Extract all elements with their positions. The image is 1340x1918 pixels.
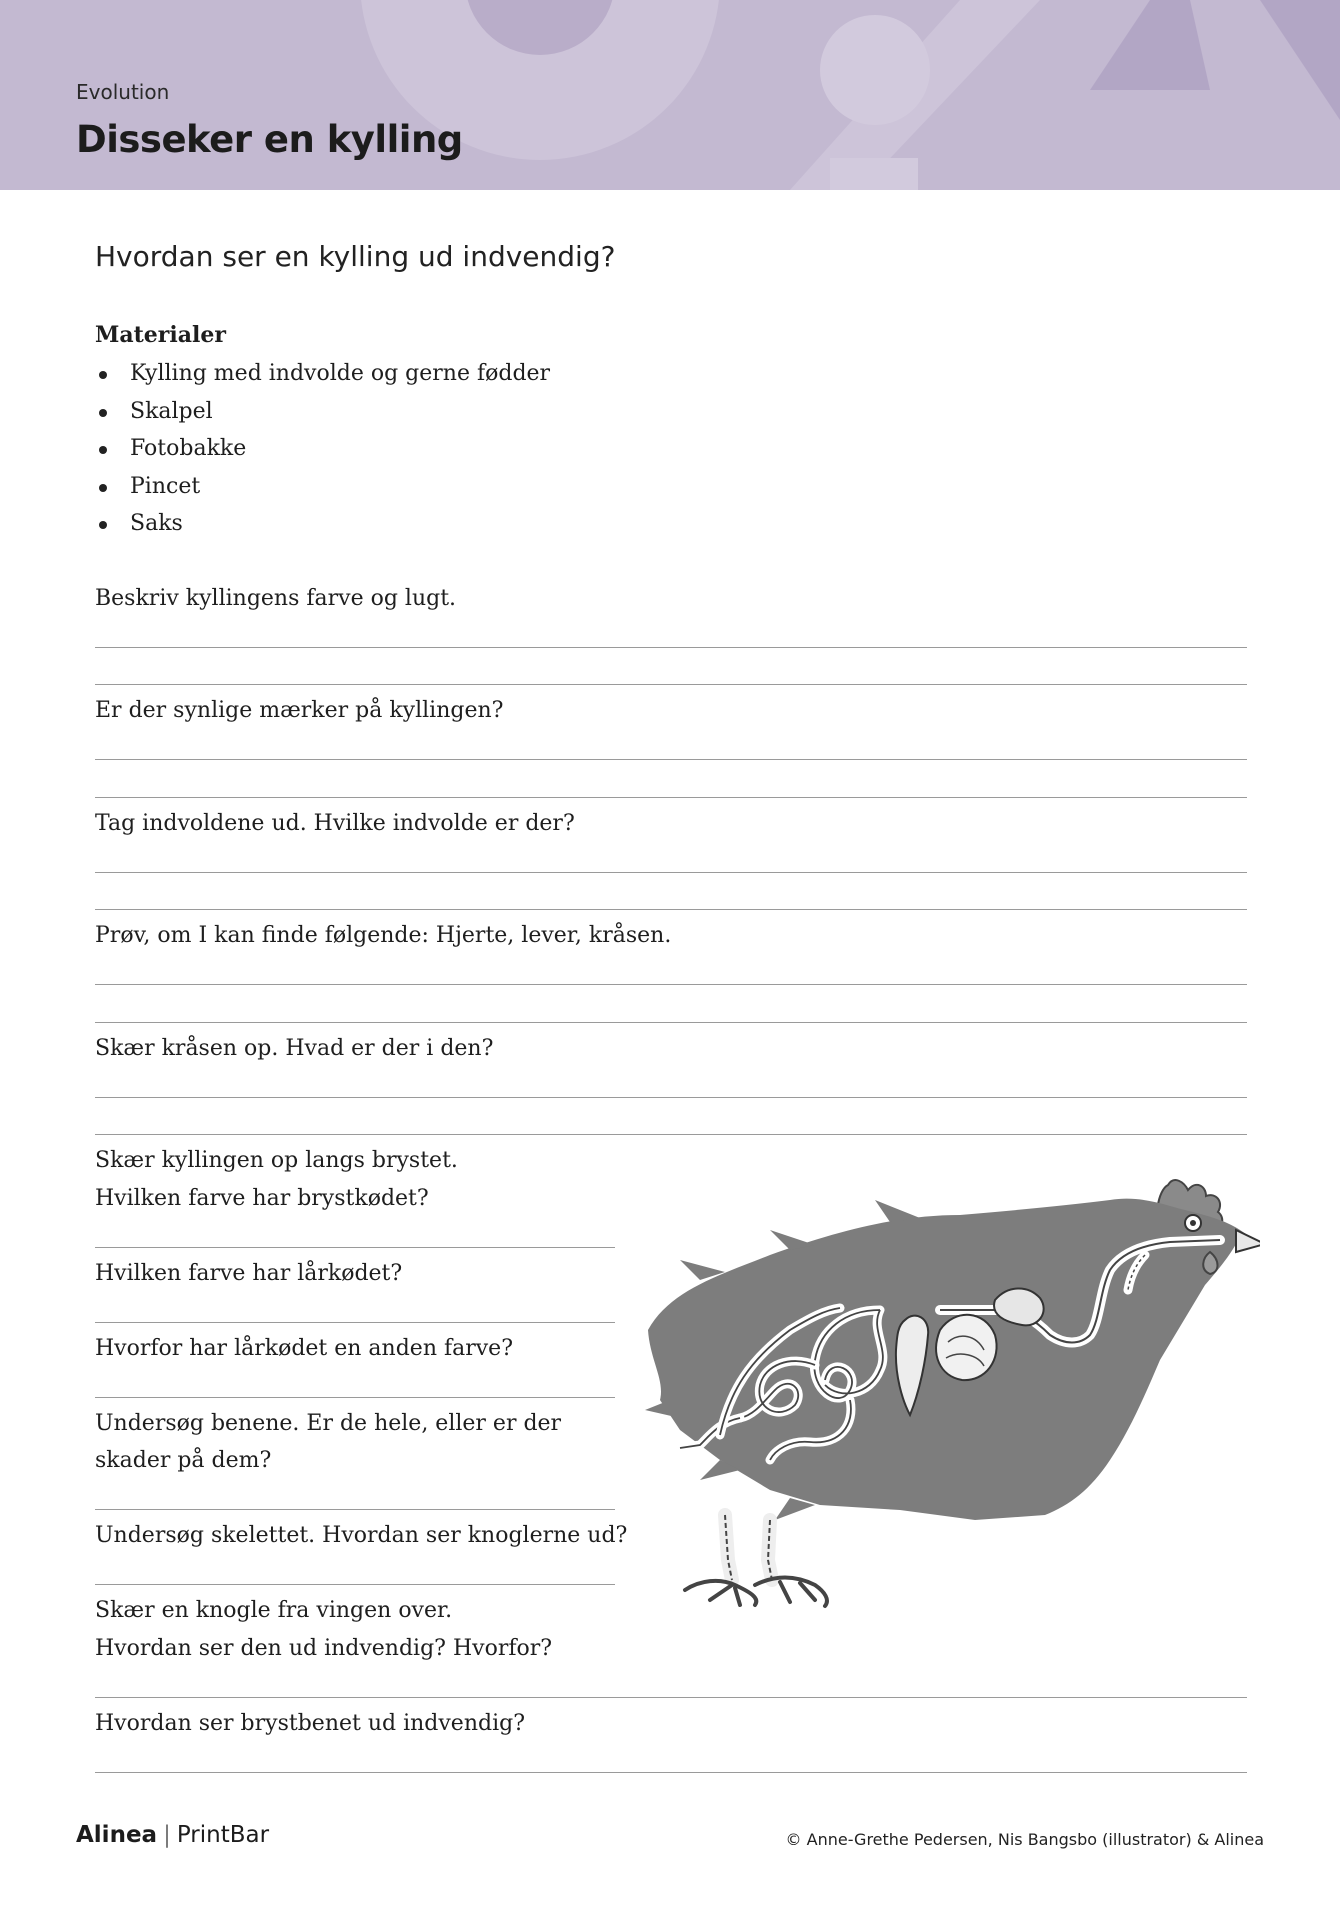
question-text: Tag indvoldene ud. Hvilke indvolde er der?	[95, 811, 575, 836]
divider	[95, 1022, 1247, 1023]
question-text: Skær kråsen op. Hvad er der i den?	[95, 1036, 494, 1061]
brand-separator: |	[163, 1822, 171, 1848]
list-item: Skalpel	[95, 393, 550, 431]
answer-line[interactable]	[95, 1097, 1247, 1098]
copyright-text: © Anne-Grethe Pedersen, Nis Bangsbo (illustrator) & Alinea	[785, 1830, 1264, 1849]
brand-name: Alinea	[76, 1822, 158, 1848]
page-title: Disseker en kylling	[76, 118, 463, 161]
question-text: skader på dem?	[95, 1448, 272, 1473]
answer-line[interactable]	[95, 1772, 1247, 1773]
answer-line[interactable]	[95, 1322, 615, 1323]
divider	[95, 797, 1247, 798]
product-name: PrintBar	[176, 1822, 270, 1848]
answer-line[interactable]	[95, 1697, 1247, 1698]
question-text: Hvilken farve har lårkødet?	[95, 1261, 403, 1286]
question-text: Beskriv kyllingens farve og lugt.	[95, 586, 457, 611]
question-text: Skær kyllingen op langs brystet.	[95, 1148, 458, 1173]
answer-line[interactable]	[95, 984, 1247, 985]
list-item: Kylling med indvolde og gerne fødder	[95, 355, 550, 393]
answer-line[interactable]	[95, 1584, 615, 1585]
question-text: Hvordan ser den ud indvendig? Hvorfor?	[95, 1636, 553, 1661]
divider	[95, 909, 1247, 910]
question-text: Prøv, om I kan finde følgende: Hjerte, lever, kråsen.	[95, 923, 672, 948]
list-item: Fotobakke	[95, 430, 550, 468]
answer-line[interactable]	[95, 759, 1247, 760]
subject-label: Evolution	[76, 80, 170, 104]
question-text: Skær en knogle fra vingen over.	[95, 1598, 453, 1623]
answer-line[interactable]	[95, 872, 1247, 873]
answer-line[interactable]	[95, 1247, 615, 1248]
materials-list	[95, 355, 550, 543]
question-text: Undersøg benene. Er de hele, eller er der	[95, 1411, 562, 1436]
footer-logo	[76, 1822, 269, 1848]
page-header	[0, 0, 1340, 190]
header-decoration-icon	[0, 0, 1340, 190]
list-item: Pincet	[95, 468, 550, 506]
materials-heading: Materialer	[95, 322, 226, 348]
main-question: Hvordan ser en kylling ud indvendig?	[95, 240, 616, 273]
answer-line[interactable]	[95, 1509, 615, 1510]
question-text: Undersøg skelettet. Hvordan ser knoglerne ud?	[95, 1523, 628, 1548]
question-text: Er der synlige mærker på kyllingen?	[95, 698, 504, 723]
question-text: Hvilken farve har brystkødet?	[95, 1186, 429, 1211]
answer-line[interactable]	[95, 647, 1247, 648]
question-text: Hvordan ser brystbenet ud indvendig?	[95, 1711, 525, 1736]
divider	[95, 684, 1247, 685]
question-text: Hvorfor har lårkødet en anden farve?	[95, 1336, 513, 1361]
answer-line[interactable]	[95, 1397, 615, 1398]
divider	[95, 1134, 1247, 1135]
list-item: Saks	[95, 505, 550, 543]
chicken-anatomy-illustration-icon	[640, 1160, 1260, 1610]
